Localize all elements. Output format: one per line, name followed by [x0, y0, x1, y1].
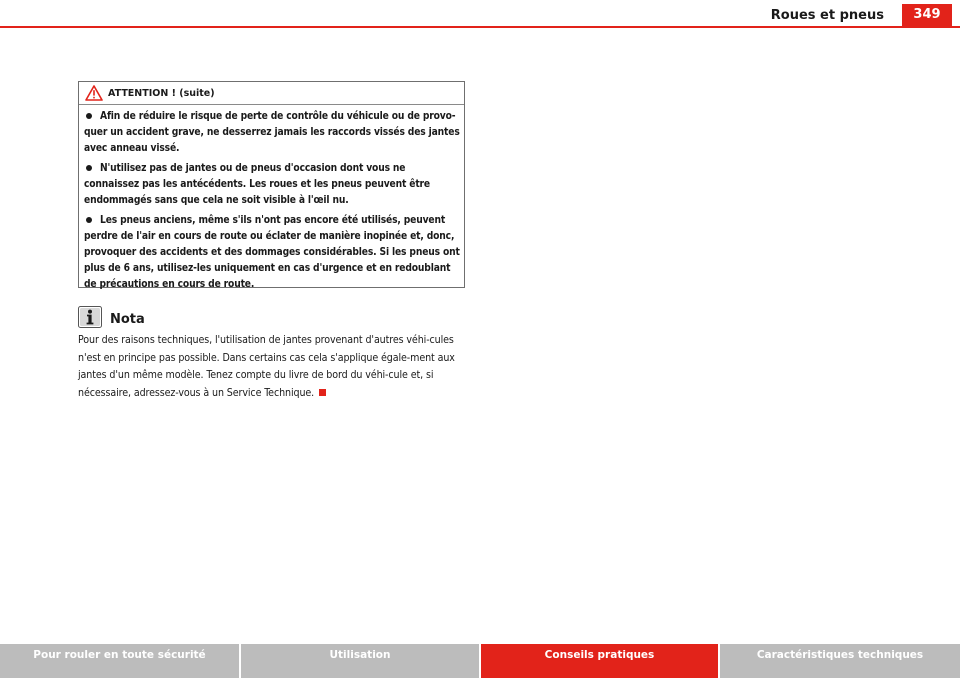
note-title: Nota: [110, 312, 145, 327]
tab-operation[interactable]: Utilisation: [241, 644, 481, 678]
section-title: Roues et pneus: [770, 8, 884, 23]
warning-header: [79, 82, 464, 105]
note-text-content: Pour des raisons techniques, l'utilisation de jantes provenant d'autres véhi-cules n'est en principe pas possible. Dans certains cas cela s'applique égale-ment aux jantes d'un même modèle. Tenez compte du livre de bord du véhi-cule et, si nécessaire, adressez-vous à un Service Technique.: [78, 334, 455, 399]
warning-item-text: Afin de réduire le risque de perte de contrôle du véhicule ou de provo-quer un accident grave, ne desserrez jamais les raccords vissés des jantes avec anneau vissé.: [84, 111, 460, 154]
tab-technical-data[interactable]: Caractéristiques techniques: [720, 644, 960, 678]
warning-item-text: N'utilisez pas de jantes ou de pneus d'occasion dont vous ne connaissez pas les antécédents. Les roues et les pneus peuvent être endommagés sans que cela ne soit visible à l'œil nu.: [84, 163, 430, 206]
warning-item: [84, 161, 460, 209]
info-icon: [78, 306, 102, 328]
note-text: [78, 332, 468, 402]
bullet-icon: [86, 113, 92, 119]
warning-item-text: Les pneus anciens, même s'ils n'ont pas encore été utilisés, peuvent perdre de l'air en cours de route ou éclater de manière inopinée et, donc, provoquer des accidents et des dommages considérables. Si les pneus ont plus de 6 ans, utilisez-les uniquement en cas d'urgence et en redoublant de précautions en cours de route.: [84, 215, 460, 290]
note-heading: [78, 306, 145, 328]
header-rule: [0, 26, 960, 28]
warning-item: [84, 213, 460, 293]
bullet-icon: [86, 217, 92, 223]
footer-nav: [0, 644, 960, 678]
warning-title: ATTENTION ! (suite): [108, 87, 215, 99]
page-number: 349: [902, 4, 952, 26]
end-of-section-icon: [319, 389, 326, 396]
tab-safety[interactable]: Pour rouler en toute sécurité: [0, 644, 241, 678]
warning-triangle-icon: [85, 85, 103, 101]
warning-body: [79, 105, 464, 293]
tab-practical-tips[interactable]: Conseils pratiques: [481, 644, 720, 678]
warning-box: [78, 81, 465, 288]
bullet-icon: [86, 165, 92, 171]
warning-item: [84, 109, 460, 157]
